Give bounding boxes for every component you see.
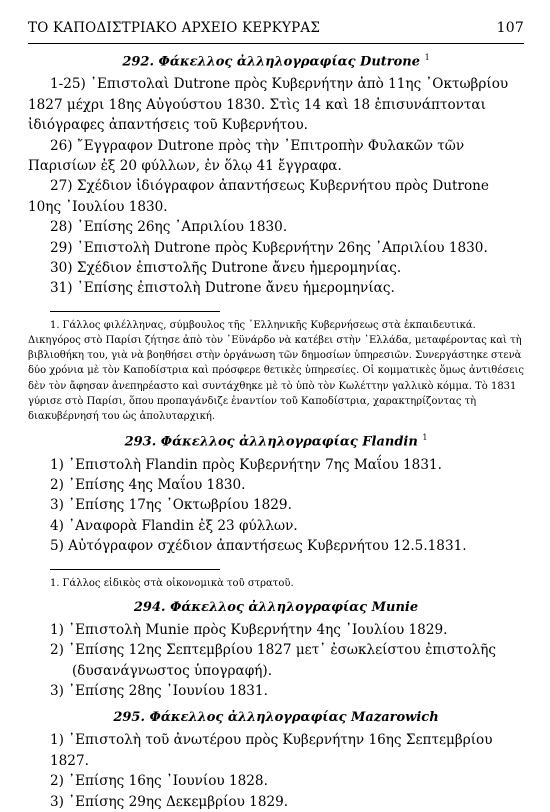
page-number: 107 (496, 20, 524, 36)
footnote-text: Γάλλος εἰδικὸς στὰ οἰκονομικὰ τοῦ στρατοῦ. (62, 577, 294, 589)
running-title: ΤΟ ΚΑΠΟΔΙΣΤΡΙΑΚΟ ΑΡΧΕΙΟ ΚΕΡΚΥΡΑΣ (28, 20, 321, 36)
list-item: 3) ᾽Επίσης 29ης Δεκεμβρίου 1829. (50, 793, 289, 810)
list-item: 26) ῎Εγγραφον Dutrone πρὸς τὴν ᾽Επιτροπὴν Φυλακῶν τῶν Παρισίων ἐξ 20 φύλλων, ἐν ὅλῳ 41 ἔγγραφα. (28, 137, 465, 174)
footnote (28, 576, 524, 591)
list-item: 2) ᾽Επίσης 4ης Μαΐου 1830. (50, 476, 246, 493)
section-295 (28, 710, 524, 812)
list-item: 1) ᾽Επιστολὴ τοῦ ἀνωτέρου πρὸς Κυβερνήτην 16ης Σεπτεμβρίου 1827. (50, 732, 493, 769)
list-item: 29) ᾽Επιστολὴ Dutrone πρὸς Κυβερνήτην 26ης ᾽Απριλίου 1830. (50, 239, 488, 256)
footnote-rule (50, 311, 220, 312)
list-item: 27) Σχέδιον ἰδιόγραφον ἀπαντήσεως Κυβερνήτου πρὸς Dutrone 10ης ᾽Ιουλίου 1830. (28, 178, 489, 215)
section-heading: 294. Φάκελλος ἀλληλογραφίας Munie (133, 599, 419, 615)
list-item: 5) Αὐτόγραφον σχέδιον ἀπαντήσεως Κυβερνήτου 12.5.1831. (50, 538, 467, 555)
list-item: 4) ᾽Αναφορὰ Flandin ἐξ 23 φύλλων. (50, 517, 298, 534)
footnote-number: 1. (50, 577, 60, 589)
footnote-rule (50, 569, 220, 570)
footnote-marker: 1 (422, 433, 428, 443)
running-header (28, 14, 524, 36)
section-292 (28, 53, 524, 424)
header-rule (28, 43, 524, 44)
list-item: 1) ᾽Επιστολὴ Flandin πρὸς Κυβερνήτην 7ης Μαΐου 1831. (50, 456, 442, 473)
list-item: 3) ᾽Επίσης 17ης ᾽Οκτωβρίου 1829. (50, 497, 292, 514)
list-item: 30) Σχέδιον ἐπιστολῆς Dutrone ἄνευ ἡμερομηνίας. (50, 259, 402, 276)
list-item: 31) ᾽Επίσης ἐπιστολὴ Dutrone ἄνευ ἡμερομηνίας. (50, 280, 395, 297)
section-heading: 293. Φάκελλος ἀλληλογραφίας Flandin $^1$ (124, 433, 428, 450)
list-item: 28) ᾽Επίσης 26ης ᾽Απριλίου 1830. (50, 219, 288, 236)
footnote-text: Γάλλος φιλέλληνας, σύμβουλος τῆς ᾽Ελληνικῆς Κυβερνήσεως στὰ ἐκπαιδευτικά. Δικηγόρος στὸ Παρίσι ζήτησε ἀπὸ τὸν ᾽Εϋνάρδο νὰ κατέβει στὴν ᾽Ελλάδα, μεταφέροντας καὶ τὴ βιβλιοθήκη του, γιὰ νὰ βοηθήσει στὴν ὀργάνωση τῶν δημοσίων ὑπηρεσιῶν. Συνεργάστηκε στενὰ δύο χρόνια μὲ τὸν Καποδίστρια καὶ πρόσφερε θετικὲς ὑπηρεσίες. Οἱ κομματικὲς ὅμως ἀντιθέσεις δὲν τὸν ἄφησαν ἀνεπηρέαστο καὶ συντάχθηκε μὲ τὸ ὑπὸ τὸν Κωλέττην γαλλικὸ κόμμα. Τὸ 1831 γύρισε στὸ Παρίσι, ὅπου προπαγάνδιζε ἐναντίον τοῦ Καποδίστρια, χαρακτηρίζοντας τὴ διακυβέρνησή του ὡς ἀπολυταρχική. (28, 319, 524, 423)
section-heading: 295. Φάκελλος ἀλληλογραφίας Mazarowich (113, 710, 439, 726)
footnote-marker: 1 (424, 53, 430, 62)
list-item: 1) ᾽Επιστολὴ Munie πρὸς Κυβερνήτην 4ης ᾽Ιουλίου 1829. (50, 621, 448, 638)
section-294 (28, 600, 524, 702)
list-item: 2) ᾽Επίσης 16ης ᾽Ιουνίου 1828. (50, 773, 268, 790)
list-item: 2) ᾽Επίσης 12ης Σεπτεμβρίου 1827 μετ᾽ ἐσωκλείστου ἐπιστολῆς (δυσανάγνωστος ὑπογραφή). (50, 642, 496, 679)
footnote (28, 318, 524, 424)
list-item: 1-25) ᾽Επιστολαὶ Dutrone πρὸς Κυβερνήτην ἀπὸ 11ης ᾽Οκτωβρίου 1827 μέχρι 18ης Αὐγούστου 1830. Στὶς 14 καὶ 18 ἐπισυνάπτονται ἰδιόγραφες ἀπαντήσεις τοῦ Κυβερνήτου. (28, 76, 509, 134)
section-heading: 292. Φάκελλος ἀλληλογραφίας Dutrone $^1$ (122, 53, 430, 70)
footnote-number: 1. (50, 319, 60, 331)
list-item: 3) ᾽Επίσης 28ης ᾽Ιουνίου 1831. (50, 683, 268, 699)
section-293 (28, 433, 524, 591)
